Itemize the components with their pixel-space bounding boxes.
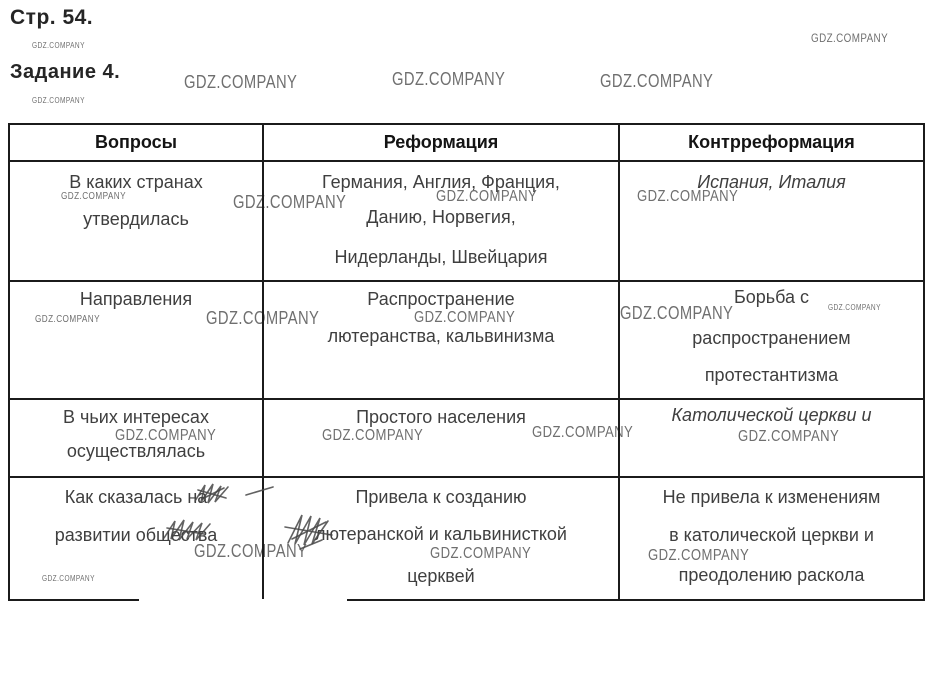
header-label: Контрреформация (688, 132, 855, 152)
cell-line: Борьба с (733, 287, 810, 307)
col-header-reformation (264, 125, 620, 162)
task-title: Задание 4. (10, 61, 121, 83)
cell-line: распространением (692, 328, 851, 348)
watermark: GDZ.COMPANY (32, 96, 85, 105)
watermark: GDZ.COMPANY (184, 72, 298, 92)
header-label: Реформация (383, 132, 499, 152)
cell-row2-reformation (264, 282, 620, 400)
cell-row3-reformation (264, 400, 620, 478)
header-label: Вопросы (94, 132, 177, 152)
cell-line: Германия, Англия, Франция, (322, 172, 560, 192)
cell-line: Направления (79, 289, 193, 309)
cell-line: Не привела к изменениям (662, 487, 881, 507)
cell-line: протестантизма (704, 365, 839, 385)
cell-row4-counter-reformation (620, 478, 923, 599)
cell-line: Испания, Италия (697, 172, 846, 192)
watermark: GDZ.COMPANY (194, 541, 308, 561)
cell-line: В чьих интересах (63, 407, 209, 427)
cell-line: Данию, Норвегия, (366, 207, 516, 227)
watermark: GDZ.COMPANY (828, 303, 881, 312)
watermark: GDZ.COMPANY (414, 309, 516, 326)
watermark: GDZ.COMPANY (32, 41, 85, 50)
cell-line: В каких странах (69, 172, 203, 192)
cell-line: Привела к созданию (355, 487, 527, 507)
cell-line: Католической церкви и (671, 405, 872, 425)
cell-line: Простого населения (356, 407, 526, 427)
page-title: Стр. 54. (10, 6, 94, 29)
cell-row2-question (10, 282, 264, 400)
cell-row3-question (10, 400, 264, 478)
col-header-questions (10, 125, 264, 162)
cell-line: осуществлялась (66, 441, 206, 461)
cell-line: утвердилась (83, 209, 189, 229)
watermark: GDZ.COMPANY (648, 547, 750, 564)
cell-line: в католической церкви и (669, 525, 874, 545)
cell-row2-counter-reformation (620, 282, 923, 400)
cell-line: церквей (407, 566, 475, 586)
cell-line: лютеранства, кальвинизма (327, 326, 555, 346)
cell-row1-question (10, 162, 264, 282)
watermark: GDZ.COMPANY (600, 71, 714, 91)
cell-row1-reformation (264, 162, 620, 282)
col-header-counter-reformation (620, 125, 923, 162)
cell-row3-counter-reformation (620, 400, 923, 478)
table-bottom-border (10, 599, 923, 601)
watermark: GDZ.COMPANY (436, 188, 538, 205)
watermark: GDZ.COMPANY (61, 191, 126, 202)
cell-row4-question (10, 478, 264, 599)
cell-line: Как сказалась на (64, 487, 208, 507)
watermark: GDZ.COMPANY (206, 308, 320, 328)
cell-line: лютеранской и кальвинисткой (315, 524, 567, 544)
cell-row1-counter-reformation (620, 162, 923, 282)
watermark: GDZ.COMPANY (738, 428, 840, 445)
watermark: GDZ.COMPANY (811, 31, 889, 45)
cell-line: Распространение (367, 289, 515, 309)
cell-line: преодолению раскола (678, 565, 865, 585)
cell-line: Нидерланды, Швейцария (334, 247, 548, 267)
watermark: GDZ.COMPANY (430, 545, 532, 562)
watermark: GDZ.COMPANY (42, 574, 95, 583)
cell-row4-reformation (264, 478, 620, 599)
watermark: GDZ.COMPANY (233, 192, 347, 212)
watermark: GDZ.COMPANY (532, 424, 634, 441)
watermark: GDZ.COMPANY (637, 188, 739, 205)
watermark: GDZ.COMPANY (115, 427, 217, 444)
watermark: GDZ.COMPANY (392, 69, 506, 89)
watermark: GDZ.COMPANY (322, 427, 424, 444)
watermark: GDZ.COMPANY (35, 314, 100, 325)
cell-line: развитии общества (54, 525, 218, 545)
watermark: GDZ.COMPANY (620, 303, 734, 323)
answers-table (8, 123, 925, 601)
